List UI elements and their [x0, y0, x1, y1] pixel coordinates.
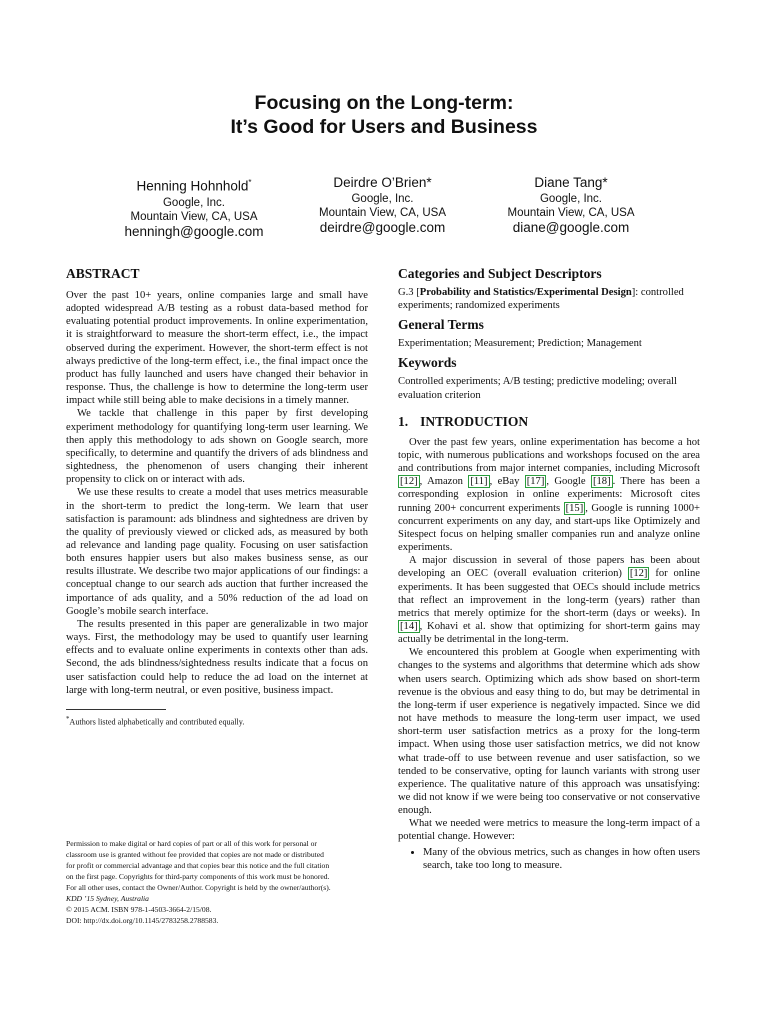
abstract-paragraph-2: We tackle that challenge in this paper by first developing experiment methodology for quantifying long-term user learning. We then apply this methodology to ads shown on Google search, more specifically, to determine and quantify the drivers of ads blindness and sightedness, the phenomenon of users changing their inherent propensity to click on or interact with ads.: [66, 408, 368, 486]
categories-heading: Categories and Subject Descriptors: [398, 266, 602, 281]
citation-link[interactable]: [14]: [400, 620, 418, 632]
right-column: [398, 266, 700, 872]
author-email: henningh@google.com: [124, 223, 264, 239]
author-email: diane@google.com: [512, 220, 630, 235]
permission-line: classroom use is granted without fee provided that copies are not made or distributed: [66, 850, 324, 859]
section-number: 1.: [398, 413, 409, 429]
intro-paragraph-2: A major discussion in several of those papers has been about developing an OEC (overall evaluation criterion) [12] for online experiments. It has been suggested that OECs should include metrics that reflect an improvement in the long-term (years) rather than metrics that merely optimize for the short-term (days or weeks). In [14] , Kohavi et al. show that optimizing for short-term gains may actually be detrimental in the long-term.: [398, 555, 700, 646]
categories-text: G.3 [Probability and Statistics/Experimental Design]: controlled experiments; randomized experiments: [398, 287, 684, 312]
general-terms-heading: General Terms: [398, 317, 484, 333]
doi-line: DOI: http://dx.doi.org/10.1145/2783258.2788583.: [66, 916, 219, 925]
permission-line: on the first page. Copyrights for third-party components of this work must be honored.: [66, 872, 330, 881]
title-line-1: Focusing on the Long-term:: [254, 92, 514, 114]
author-affiliation: Google, Inc.: [351, 193, 414, 205]
list-item: • Many of the obvious metrics, such as changes in how often users search, take too long to measure.: [423, 846, 700, 872]
introduction-heading: 1. INTRODUCTION: [398, 413, 529, 429]
author-1: [100, 174, 288, 240]
category-descriptor: Probability and Statistics/Experimental Design: [419, 287, 632, 298]
author-name: Deirdre O’Brien: [333, 175, 427, 190]
abstract-paragraph-3: We use these results to create a model that uses metrics measurable in the short-term to predict the long-term. We learn that user satisfaction is paramount: ads blindness and sightedness are driven by the quality of previously viewed or clicked ads, as measured by both ad relevance and landing page quality. Focusing on user satisfaction both ensures happier users but also makes business sense, as our results illustrate. We describe two major applications of our findings: a conceptual change to our search ads auction that further increased the importance of ads quality, and a 50% reduction of the ad load on Google’s mobile search interface.: [66, 487, 368, 617]
footnote-rule: [66, 709, 166, 710]
abstract-heading: ABSTRACT: [66, 266, 140, 281]
citation-link[interactable]: [18]: [592, 476, 611, 488]
author-location: Mountain View, CA, USA: [130, 210, 258, 223]
author-location: Mountain View, CA, USA: [319, 207, 446, 219]
permission-line: Permission to make digital or hard copies of part or all of this work for personal or: [66, 839, 317, 848]
citation-link[interactable]: [17]: [526, 476, 545, 488]
author-mark: *: [248, 178, 252, 187]
footnote-text: Authors listed alphabetically and contributed equally.: [69, 717, 245, 727]
intro-paragraph-3: We encountered this problem at Google when experimenting with changes to the systems and algorithms that determine which ads show when users search. Optimizing which ads show based on short-term revenue is the obvious and easy thing to do, but may be detrimental in the long-term if user experience is negatively impacted. Since we did not have methods to measure the long-term user impact, we used short-term user satisfaction metrics as a proxy for the long-term impact. When using those user satisfaction metrics, we did not know what trade-off to use between revenue and user satisfaction, so we tended to be conservative, opting for launch variants with strong user experience. The qualitative nature of this approach was unsatisfying: we did not know if we were being too conservative or not conservative enough.: [398, 647, 700, 817]
permission-line: For all other uses, contact the Owner/Author. Copyright is held by the owner/author(s).: [66, 883, 331, 892]
author-name: Diane Tang: [534, 175, 603, 190]
footnote: [66, 714, 368, 728]
keywords-text: Controlled experiments; A/B testing; predictive modeling; overall evaluation criterion: [398, 376, 677, 401]
general-terms-text: Experimentation; Measurement; Prediction; Management: [398, 338, 642, 350]
intro-bullet-list: [398, 846, 700, 872]
citation-link[interactable]: [15]: [565, 502, 584, 514]
abstract-paragraph-1: Over the past 10+ years, online companies large and small have adopted widespread A/B testing as a robust data-based method for evaluating potential product improvements. In online experimentation, it is straightforward to measure the short-term effect, i.e., the impact observed during the experiment. However, the short-term effect is not always predictive of the long-term effect, i.e., the final impact once the product has fully launched and users have changed their behavior in response. Thus, the challenge is how to determine the long-term user impact while still being able to make decisions in a timely manner.: [66, 290, 368, 407]
author-2: [289, 174, 477, 240]
conference-venue: KDD ’15 Sydney, Australia: [66, 894, 149, 903]
left-column: [66, 266, 368, 728]
permission-notice: [66, 838, 368, 926]
paper-title: [0, 91, 768, 139]
citation-link[interactable]: [12]: [400, 476, 418, 488]
copyright-line: © 2015 ACM. ISBN 978-1-4503-3664-2/15/08.: [66, 905, 212, 914]
citation-link[interactable]: [12]: [629, 568, 648, 580]
author-email: deirdre@google.com: [319, 220, 446, 235]
author-mark: *: [602, 175, 608, 190]
author-name: Henning Hohnhold: [136, 178, 249, 194]
author-affiliation: Google, Inc.: [539, 193, 602, 205]
author-location: Mountain View, CA, USA: [507, 207, 635, 219]
author-block: [100, 174, 665, 240]
author-mark: *: [426, 175, 432, 190]
citation-link[interactable]: [11]: [470, 476, 488, 488]
footnote-mark: *: [66, 715, 70, 723]
author-3: [477, 174, 665, 240]
abstract-paragraph-4: The results presented in this paper are generalizable in two major ways. First, the methodology may be used to quantify user learning effects and to evaluate online experiments in contexts other than ads. Second, the ads blindness/sightedness results indicate that a focus on user satisfaction could help to reduce the ad load on the internet at large with long-term neutral, or even positive, business impact.: [66, 618, 368, 696]
title-line-2: It’s Good for Users and Business: [230, 116, 538, 138]
intro-paragraph-4: What we needed were metrics to measure the long-term impact of a potential change. However:: [398, 818, 700, 843]
permission-line: for profit or commercial advantage and that copies bear this notice and the full citation: [66, 861, 330, 870]
keywords-heading: Keywords: [398, 355, 457, 371]
intro-paragraph-1: Over the past few years, online experimentation has become a hot topic, with numerous publications and workshops focused on the area and contributions from major internet companies, including Microsoft [12] , Amazon [11] , eBay [17] , Google [18] . There has been a corresponding explosion in online experiments: Microsoft cites running 200+ concurrent experiments [15] , Google is running 1000+ concurrent experiments on any day, and start-ups like Optimizely and Sitespect focus on helping smaller companies run and analyze online experiments.: [398, 436, 701, 554]
author-affiliation: Google, Inc.: [162, 196, 225, 209]
